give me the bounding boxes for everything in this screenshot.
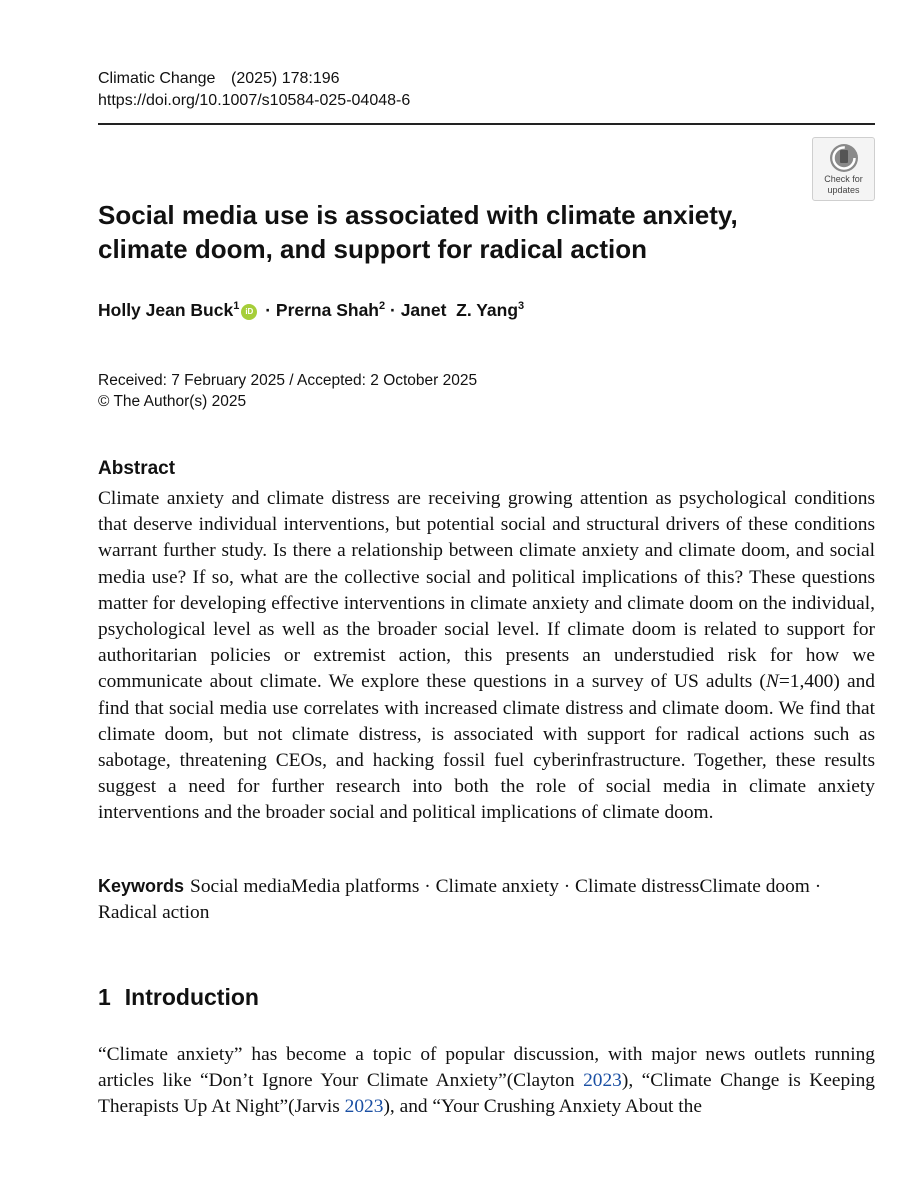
journal-header	[98, 68, 410, 112]
citation-link[interactable]: 2023	[344, 1096, 384, 1118]
abstract-text-part1: Climate anxiety and climate distress are receiving growing attention as psychological conditions that deserve individual interventions, but potential social and structural drivers of these conditions warrant further study. Is there a relationship between climate anxiety and climate doom, and social media use? If so, what are the collective social and political implications of this? These questions matter for developing effective interventions in climate anxiety and climate doom on the individual, psychological level as well as the broader social level. If climate doom is related to support for authoritarian policies or extremist action, this presents an understudied risk for how we communicate about climate. We explore these questions in a survey of US adults (	[98, 488, 875, 693]
author-separator: ·	[385, 300, 401, 320]
check-for-updates-badge[interactable]	[812, 137, 875, 201]
introduction-paragraph	[98, 1042, 875, 1121]
author-list	[98, 300, 524, 321]
intro-text-part3: ), and “Your Crushing Anxiety About the	[383, 1096, 702, 1118]
keywords	[98, 873, 875, 926]
article-dates	[98, 370, 477, 412]
intro-text-part2: ), “Climate Change is Keeping Therapists Up At Night”(Jarvis	[98, 1070, 875, 1118]
section-number: 1	[98, 984, 111, 1010]
abstract-heading: Abstract	[98, 458, 176, 479]
keywords-list: Social mediaMedia platforms · Climate anxiety · Climate distressClimate doom · Radical action	[98, 876, 822, 923]
author-affiliation: 2	[379, 300, 386, 313]
intro-text-part1: “Climate anxiety” has become a topic of popular discussion, with major news outlets running articles like “Don’t Ignore Your Climate Anxiety”(Clayton	[98, 1044, 875, 1092]
author-affiliation: 3	[518, 300, 525, 313]
author-separator: ·	[260, 300, 276, 320]
copyright-notice: © The Author(s) 2025	[98, 393, 247, 410]
sample-size-symbol: N	[765, 671, 779, 693]
author-name[interactable]: Holly Jean Buck	[98, 300, 234, 320]
header-divider	[98, 123, 875, 125]
author-name[interactable]: Janet Z. Yang	[400, 300, 519, 320]
abstract-body	[98, 486, 875, 827]
abstract-text-part2: =1,400) and find that social media use correlates with increased climate distress and climate doom. We find that climate doom, but not climate distress, is associated with support for radical actions such as sabotage, threatening CEOs, and hacking fossil fuel cyberinfrastructure. Together, these results suggest a need for further research into both the role of social media in climate anxiety interventions and the broader social and political implications of climate doom.	[98, 671, 875, 824]
orcid-icon[interactable]: iD	[241, 304, 257, 320]
citation-link[interactable]: 2023	[583, 1070, 622, 1092]
received-accepted: Received: 7 February 2025 / Accepted: 2 October 2025	[98, 372, 478, 389]
badge-text-line1: Check for	[824, 174, 863, 184]
author-affiliation: 1	[233, 300, 240, 313]
author-name[interactable]: Prerna Shah	[275, 300, 379, 320]
doi-link[interactable]: https://doi.org/10.1007/s10584-025-04048-6	[98, 92, 411, 109]
journal-volume: (2025) 178:196	[231, 70, 340, 87]
keywords-label: Keywords	[98, 876, 185, 896]
article-title: Social media use is associated with climate anxiety, climate doom, and support for radical action	[98, 200, 738, 264]
section-heading-introduction	[98, 984, 259, 1011]
journal-name: Climatic Change	[98, 70, 216, 87]
check-for-updates-icon	[829, 143, 859, 173]
section-title: Introduction	[124, 984, 259, 1010]
badge-text-line2: updates	[827, 185, 860, 195]
